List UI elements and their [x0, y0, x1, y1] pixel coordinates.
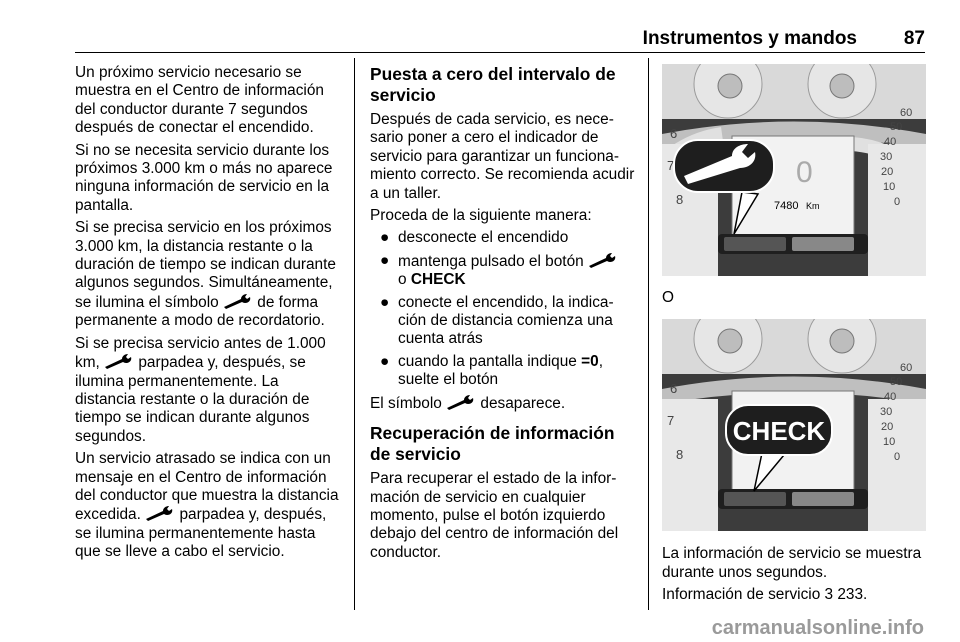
section-heading: Recuperación de información de servicio — [370, 423, 615, 465]
display-zero: 0 — [796, 156, 813, 189]
paragraph: Para recuperar el estado de la información de servicio en cualquier momento, pulse el botón izquierdo debajo del centro de información del conductor. — [370, 470, 619, 561]
list-item: ● mantenga pulsado el botón o CHECK — [370, 252, 636, 290]
wrench-icon — [446, 394, 476, 410]
text-run: Un servicio atrasado se indica con un mensaje en el Centro de información del conductor que muestra la distancia excedida. — [75, 450, 339, 524]
paragraph — [75, 335, 341, 446]
column-1 — [75, 64, 341, 566]
gauge-label: 6 — [670, 126, 678, 141]
gauge-label: 6 — [670, 381, 678, 397]
wrench-icon — [588, 252, 618, 268]
gauge-label: 0 — [894, 451, 901, 464]
reference-arrow-icon: 3 — [824, 586, 834, 604]
list-item: ● desconecte el encendido — [380, 229, 569, 247]
gauge-label: 30 — [880, 406, 893, 419]
gauge-label: 10 — [883, 181, 896, 193]
gauge-label: 30 — [880, 151, 893, 163]
instrument-cluster-figure-check — [662, 319, 926, 531]
paragraph — [75, 219, 341, 330]
instrument-cluster-figure-wrench — [662, 64, 926, 276]
display-distance: 7480 — [774, 200, 799, 212]
gauge-label: 40 — [884, 391, 897, 404]
text-run: parpadea y, después, se ilumina permanentemente. La distancia restante o la duración de tiempo se indican durante algunos segundos. — [75, 354, 310, 445]
gauge-label: 20 — [881, 166, 894, 178]
paragraph: Proceda de la siguiente manera: — [370, 207, 592, 225]
figure-caption: La información de servicio se muestra durante unos segundos. — [662, 545, 922, 581]
gauge-label: 0 — [894, 196, 901, 208]
text-run: Si se precisa servicio en los próximos 3.000 km, la distancia restante o la duración de tiempo se indican durante algunos segundos. Simultáneamente, se ilumina el símbolo — [75, 219, 336, 311]
column-divider-1 — [354, 58, 355, 610]
wrench-icon — [145, 505, 175, 521]
display-unit: Km — [806, 201, 820, 211]
gauge-label: 20 — [881, 421, 894, 434]
paragraph: Un próximo servicio necesario se muestra en el Centro de información del conductor durante 7 segundos después de conectar el encendido. — [75, 64, 324, 137]
page-number: 87 — [903, 28, 925, 49]
gauge-label: 40 — [884, 136, 897, 148]
watermark: carmanualsonline.info — [711, 617, 924, 639]
paragraph: Si no se necesita servicio durante los próximos 3.000 km o más no aparece ninguna información de servicio en la pantalla. — [75, 141, 333, 214]
check-callout-label: CHECK — [732, 416, 826, 447]
text-run: parpadea y, después, se ilumina permanentemente hasta que se lleve a cabo el servicio. — [75, 506, 327, 561]
page-header — [75, 28, 925, 54]
gauge-label: 60 — [900, 107, 913, 119]
gauge-label: 50 — [890, 121, 903, 133]
cross-reference: Información de servicio 3 233. — [662, 586, 868, 604]
header-title: Instrumentos y mandos — [642, 28, 857, 49]
steps-list — [370, 229, 636, 389]
column-divider-2 — [648, 58, 649, 610]
paragraph — [75, 450, 341, 561]
or-text: O — [662, 289, 674, 306]
gauge-label: 60 — [900, 362, 913, 375]
header-rule — [75, 52, 925, 53]
text-run: Si se precisa servicio antes de 1.000 km, — [75, 334, 326, 372]
wrench-icon — [223, 293, 253, 309]
wrench-icon — [104, 353, 134, 369]
text-run: de forma permanente a modo de recordatorio. — [75, 293, 325, 330]
check-label: CHECK — [410, 271, 466, 289]
column-2 — [370, 64, 636, 566]
list-item: ● conecte el encendido, la indicación de distancia comienza una cuenta atrás — [380, 293, 614, 348]
paragraph: Después de cada servicio, es necesario poner a cero el indicador de servicio para garantizar un funcionamiento correcto. Se recomienda acudir a un taller. — [370, 111, 635, 202]
section-heading: Puesta a cero del intervalo de servicio — [370, 64, 616, 105]
gauge-label: 50 — [890, 376, 903, 389]
paragraph: El símbolo desaparece. — [370, 394, 566, 412]
column-3 — [662, 64, 926, 609]
gauge-label: 10 — [883, 436, 896, 449]
gauge-label: 7 — [667, 413, 675, 429]
list-item: ● cuando la pantalla indique =0, suelte el botón — [380, 352, 603, 389]
gauge-label: 8 — [676, 192, 684, 207]
gauge-label: 7 — [667, 158, 675, 173]
gauge-label: 8 — [676, 447, 684, 463]
